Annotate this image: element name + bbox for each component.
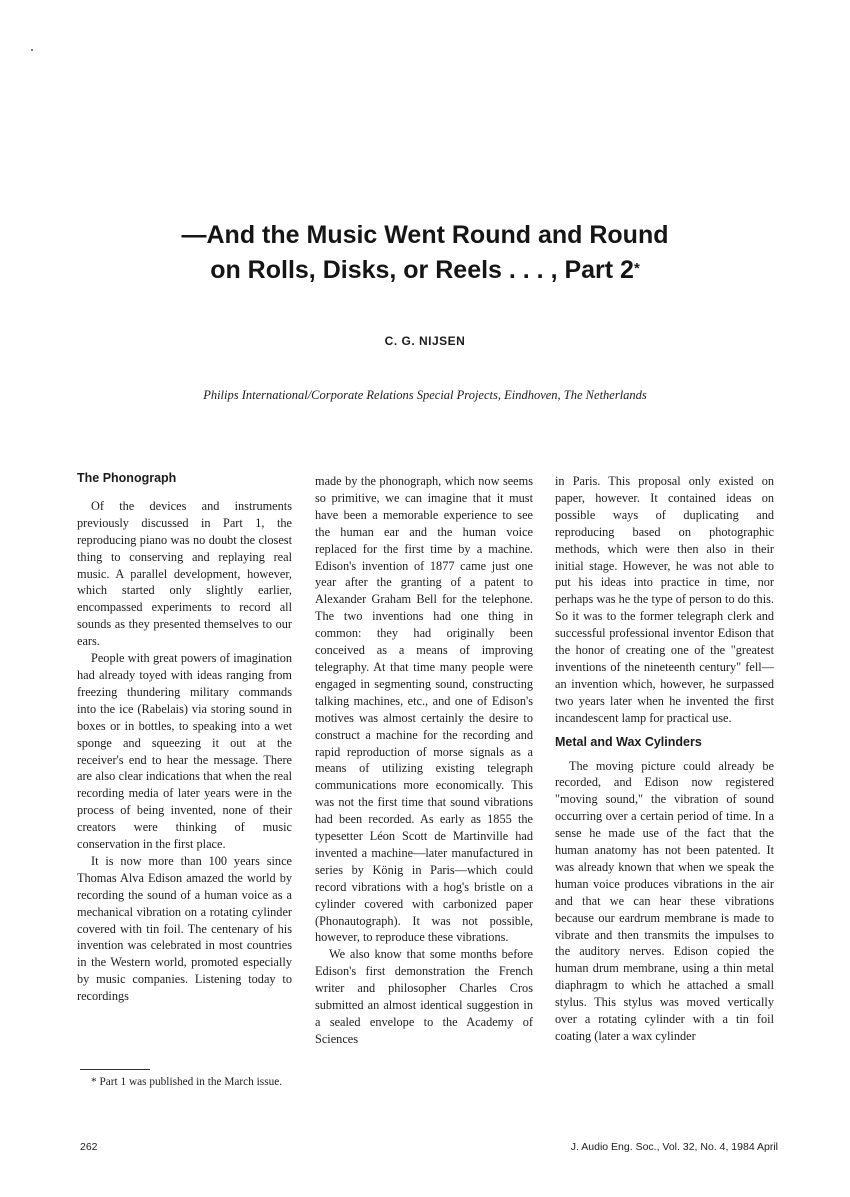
scan-speck	[31, 49, 33, 51]
paragraph: The moving picture could already be recorded, and Edison now registered "moving sound," the vibration of sound occurring over a certain period of time. In a sense he made use of the fact that the human anatomy has not been patented. It was already known that when we speak the human voice produces vibrations in the air and that we can hear these vibrations because our eardrum membrane is made to vibrate and then transmits the impulses to the auditory nerves. Edison copied the human drum membrane, using a thin metal diaphragm to which he attached a small stylus. This stylus was moved vertically over a rotating cylinder with a tin foil coating (later a wax cylinder	[555, 758, 774, 1043]
text-column-1	[77, 470, 292, 1005]
article-title	[0, 218, 850, 288]
title-line-2	[0, 253, 850, 288]
paragraph: Of the devices and instruments previously discussed in Part 1, the reproducing piano was no doubt the closest thing to conserving and replaying real music. A parallel development, however, which started only slightly earlier, encompassed experiments to record all sounds as they presented themselves to our ears.	[77, 498, 292, 649]
text-column-3	[555, 473, 774, 1045]
paragraph: in Paris. This proposal only existed on paper, however. It contained ideas on possible ways of duplicating and reproducing based on photographic methods, which were then also in their initial stage. However, he was not able to put his ideas into practice in time, nor perhaps was he the type of person to do this. So it was to the former telegraph clerk and successful professional inventor Edison that the honor of creating one of the "greatest inventions of the nineteenth century" fell—an invention which, however, he surpassed two years later when he invented the first incandescent lamp for practical use.	[555, 474, 774, 725]
footnote-rule	[80, 1069, 150, 1070]
author-name: C. G. NIJSEN	[384, 334, 466, 348]
title-footnote-mark: *	[633, 260, 640, 277]
journal-citation: J. Audio Eng. Soc., Vol. 32, No. 4, 1984 April	[570, 1141, 778, 1153]
paragraph: made by the phonograph, which now seems so primitive, we can imagine that it must have been a memorable experience to see the human ear and the human voice replaced for the first time by a machine. Edison's invention of 1877 came just one year after the granting of a patent to Alexander Graham Bell for the telephone. The two inventions had one thing in common: they had originally been conceived as a means of improving telegraphy. At that time many people were engaged in segmenting sound, constructing talking machines, etc., and one of Edison's motives was almost certainly the desire to construct a machine for the recording and rapid reproduction of morse signals as a means of utilizing existing telegraph communications more economically. This was not the first time that sound vibrations had been recorded. As early as 1855 the typesetter Léon Scott de Martinville had invented a machine—later manufactured in series by König in Paris—which could record vibrations with a hog's bristle on a cylinder covered with carbonized paper (Phonautograph). It was not possible, however, to reproduce these vibrations.	[315, 474, 533, 945]
title-line-2-text: on Rolls, Disks, or Reels . . . , Part 2	[210, 256, 634, 284]
page-number: 262	[80, 1141, 98, 1153]
text-column-2	[315, 473, 533, 1048]
footnote	[77, 1075, 297, 1090]
author-affiliation: Philips International/Corporate Relations Special Projects, Eindhoven, The Netherlands	[203, 388, 647, 402]
title-line-1: —And the Music Went Round and Round	[181, 221, 669, 249]
footnote-text: * Part 1 was published in the March issue.	[91, 1076, 283, 1088]
section-heading-cylinders: Metal and Wax Cylinders	[555, 734, 702, 749]
paragraph: People with great powers of imagination had already toyed with ideas ranging from freezing thundering military commands into the ice (Rabelais) via storing sound in boxes or in bottles, to speaking into a wet sponge and squeezing it out at the receiver's end to hear the message. There are also clear indications that when the real recording media of later years were in the process of being invented, none of their creators were thinking of music conservation in the first place.	[77, 651, 292, 852]
section-heading-phonograph: The Phonograph	[77, 471, 177, 485]
paragraph: It is now more than 100 years since Thomas Alva Edison amazed the world by recording the sound of a human voice as a mechanical vibration on a rotating cylinder covered with tin foil. The centenary of his invention was celebrated in most countries in the Western world, promoted especially by music companies. Listening today to recordings	[77, 853, 292, 1004]
paragraph: We also know that some months before Edison's first demonstration the French writer and philosopher Charles Cros submitted an almost identical suggestion in a sealed envelope to the Academy of Sciences	[315, 947, 533, 1046]
